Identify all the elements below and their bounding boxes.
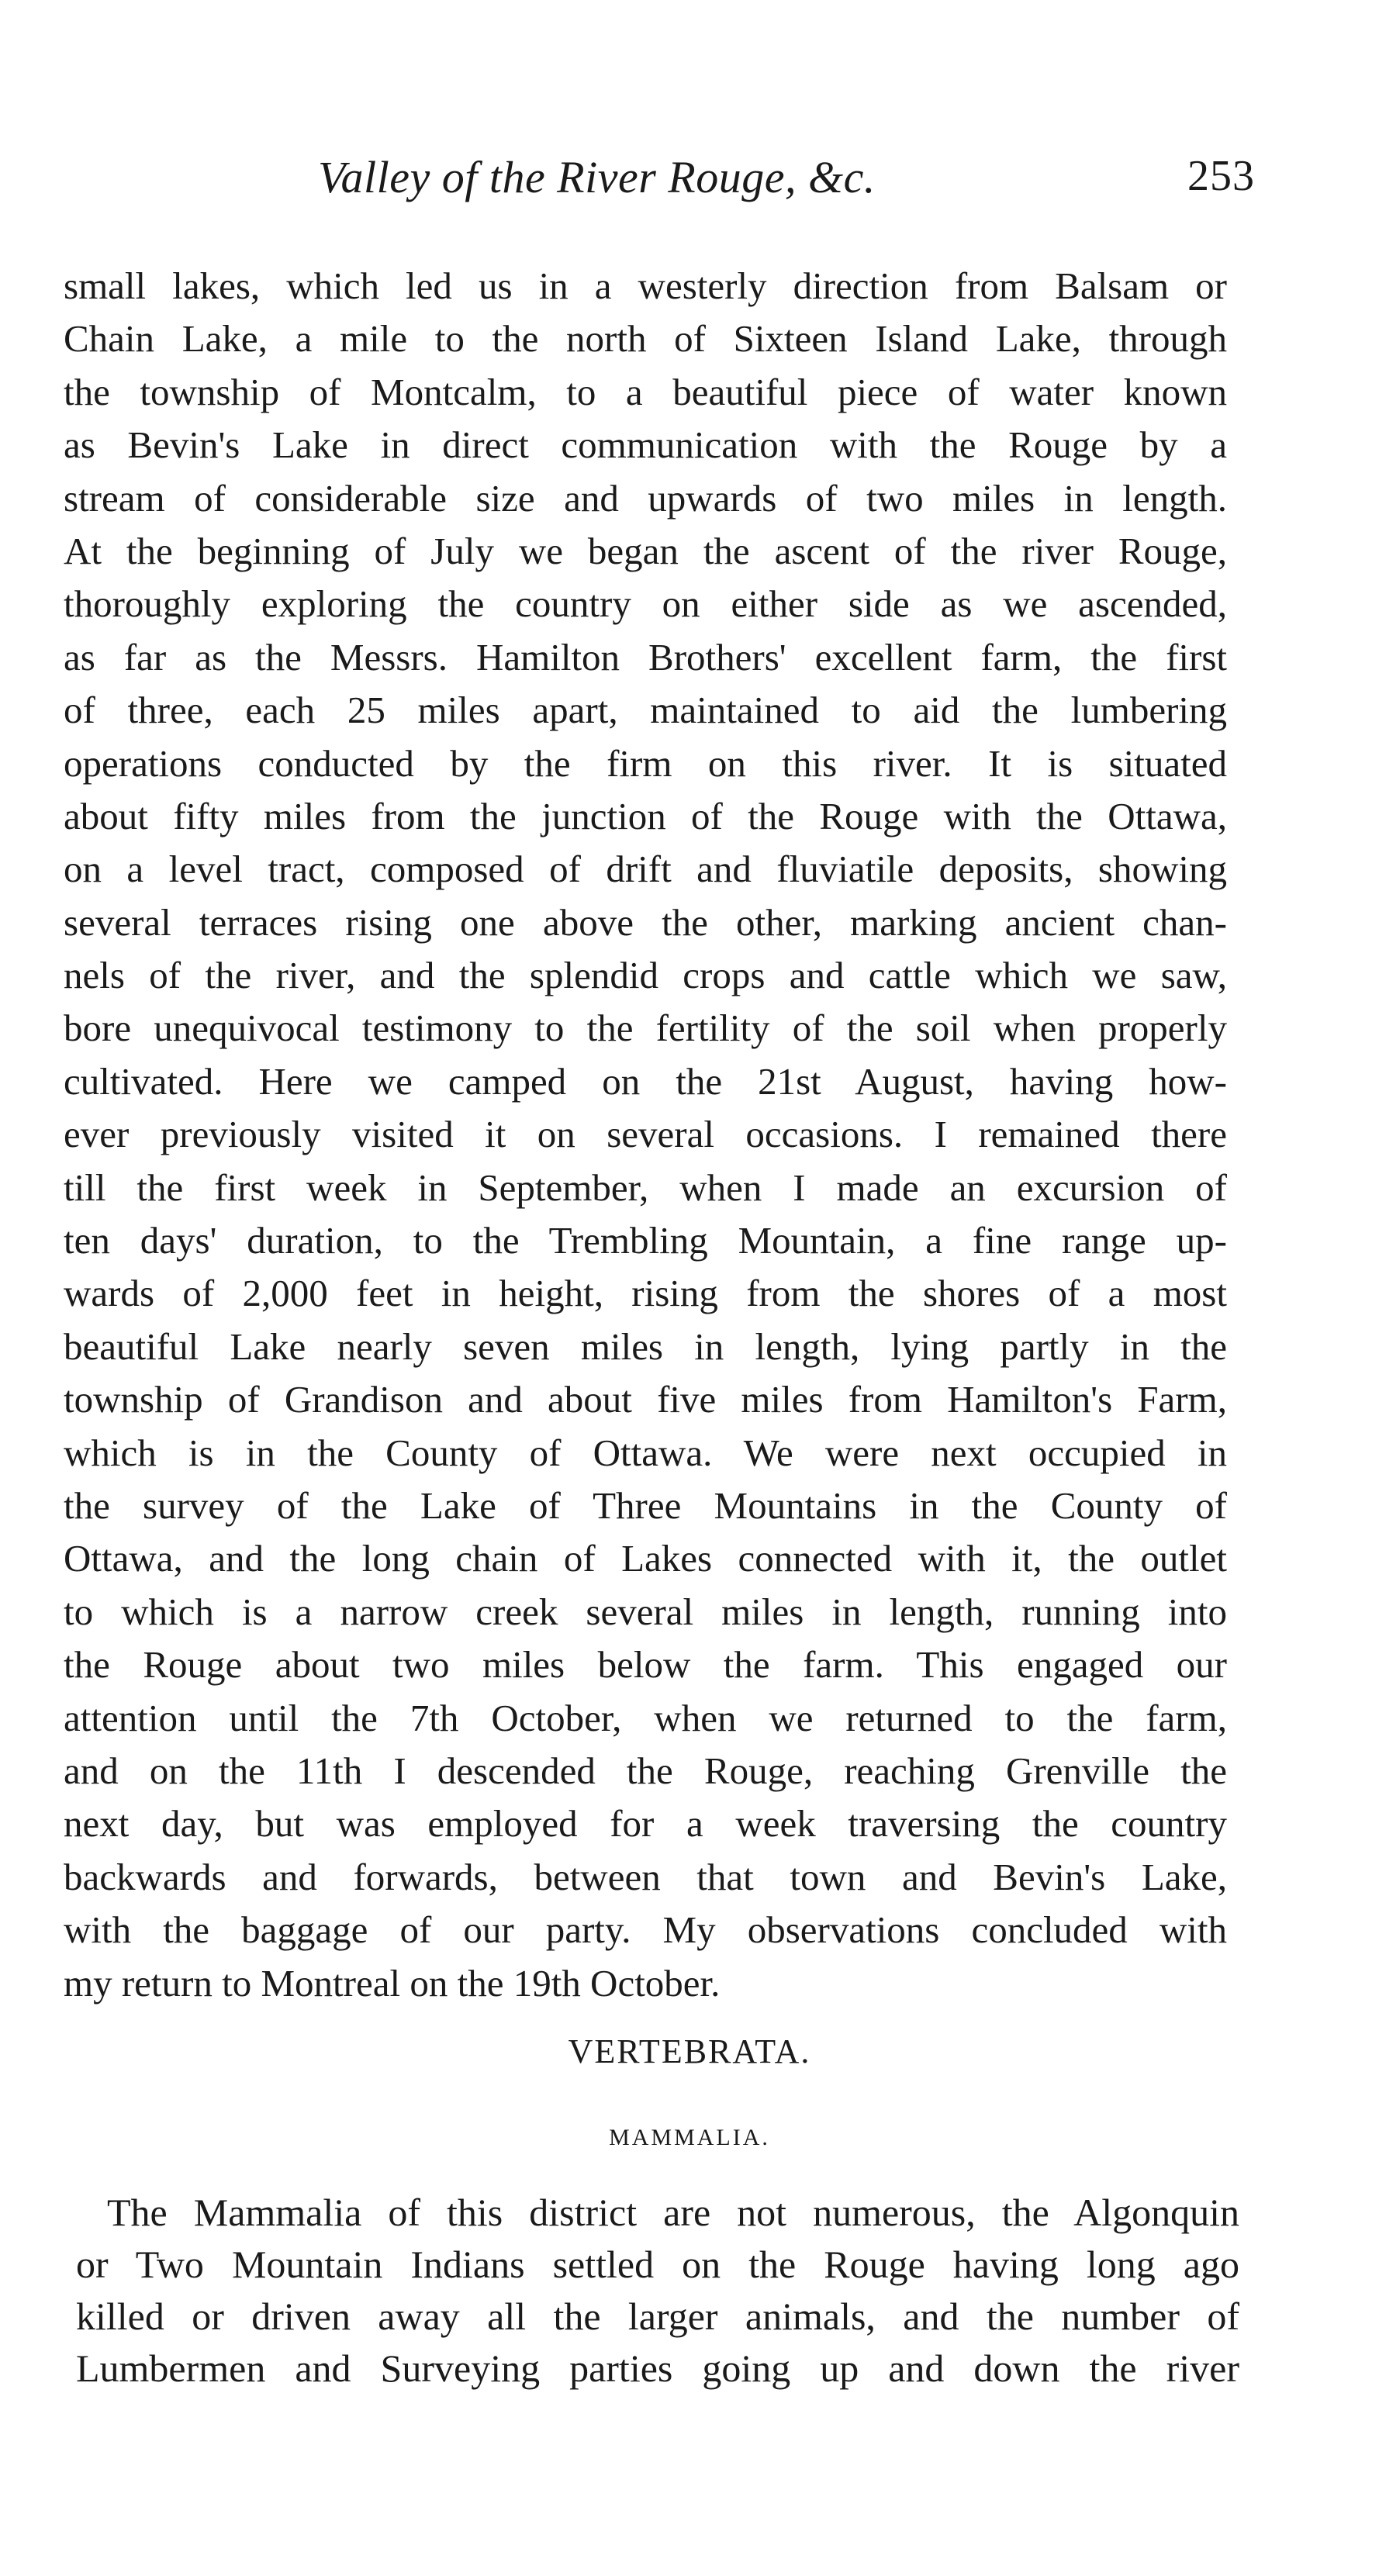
text-line: to which is a narrow creek several miles in length, running into bbox=[64, 1590, 1227, 1633]
text-line: The Mammalia of this district are not numerous, the Algonquin bbox=[107, 2191, 1239, 2234]
text-line: township of Grandison and about five miles from Hamilton's Farm, bbox=[64, 1378, 1227, 1421]
text-line: next day, but was employed for a week traversing the country bbox=[64, 1802, 1227, 1846]
text-line: beautiful Lake nearly seven miles in length, lying partly in the bbox=[64, 1324, 1227, 1368]
text-line: small lakes, which led us in a westerly direction from Balsam or bbox=[64, 264, 1227, 307]
text-line: several terraces rising one above the other, marking ancient chan- bbox=[64, 900, 1227, 944]
text-line: my return to Montreal on the 19th October. bbox=[64, 1961, 721, 2005]
text-line: thoroughly exploring the country on either side as we ascended, bbox=[64, 582, 1227, 626]
text-line: ten days' duration, to the Trembling Mountain, a fine range up- bbox=[64, 1219, 1227, 1262]
paragraph-continued bbox=[64, 260, 1227, 2010]
text-line: Ottawa, and the long chain of Lakes connected with it, the outlet bbox=[64, 1537, 1227, 1580]
text-line: as far as the Messrs. Hamilton Brothers' excellent farm, the first bbox=[64, 635, 1227, 679]
section-heading: VERTEBRATA. bbox=[568, 2032, 811, 2070]
text-line: of three, each 25 miles apart, maintained to aid the lumbering bbox=[64, 689, 1227, 732]
text-line: till the first week in September, when I made an excursion of bbox=[64, 1165, 1227, 1209]
text-line: Chain Lake, a mile to the north of Sixteen Island Lake, through bbox=[64, 317, 1227, 361]
text-line: Lumbermen and Surveying parties going up and down the river bbox=[76, 2346, 1239, 2390]
text-line: At the beginning of July we began the ascent of the river Rouge, bbox=[64, 529, 1227, 572]
text-line: which is in the County of Ottawa. We were next occupied in bbox=[64, 1431, 1227, 1474]
text-line: operations conducted by the firm on this river. It is situated bbox=[64, 741, 1227, 785]
running-header bbox=[62, 151, 1263, 213]
page-number: 253 bbox=[1187, 152, 1255, 200]
text-line: cultivated. Here we camped on the 21st August, having how- bbox=[64, 1059, 1227, 1103]
text-line: on a level tract, composed of drift and fluviatile deposits, showing bbox=[64, 848, 1227, 891]
text-line: wards of 2,000 feet in height, rising from the shores of a most bbox=[64, 1272, 1227, 1315]
text-line: backwards and forwards, between that town and Bevin's Lake, bbox=[64, 1855, 1227, 1898]
text-line: ever previously visited it on several occasions. I remained there bbox=[64, 1113, 1227, 1156]
text-line: or Two Mountain Indians settled on the Rouge having long ago bbox=[76, 2243, 1239, 2286]
text-line: and on the 11th I descended the Rouge, reaching Grenville the bbox=[64, 1749, 1227, 1792]
text-line: the township of Montcalm, to a beautiful piece of water known bbox=[64, 370, 1227, 413]
subsection-heading: MAMMALIA. bbox=[609, 2125, 770, 2150]
text-line: nels of the river, and the splendid crops and cattle which we saw, bbox=[64, 954, 1227, 997]
text-line: about fifty miles from the junction of the Rouge with the Ottawa, bbox=[64, 794, 1227, 837]
paragraph-mammalia bbox=[76, 2187, 1239, 2395]
text-line: attention until the 7th October, when we returned to the farm, bbox=[64, 1696, 1227, 1739]
text-line: with the baggage of our party. My observations concluded with bbox=[64, 1908, 1227, 1952]
text-line: bore unequivocal testimony to the fertility of the soil when properly bbox=[64, 1007, 1227, 1050]
text-line: as Bevin's Lake in direct communication with the Rouge by a bbox=[64, 423, 1227, 467]
text-line: killed or driven away all the larger animals, and the number of bbox=[76, 2295, 1239, 2338]
running-title: Valley of the River Rouge, &c. bbox=[318, 152, 876, 202]
text-line: stream of considerable size and upwards of two miles in length. bbox=[64, 476, 1227, 520]
text-line: the survey of the Lake of Three Mountains in the County of bbox=[64, 1483, 1227, 1527]
text-line: the Rouge about two miles below the farm. This engaged our bbox=[64, 1643, 1227, 1687]
